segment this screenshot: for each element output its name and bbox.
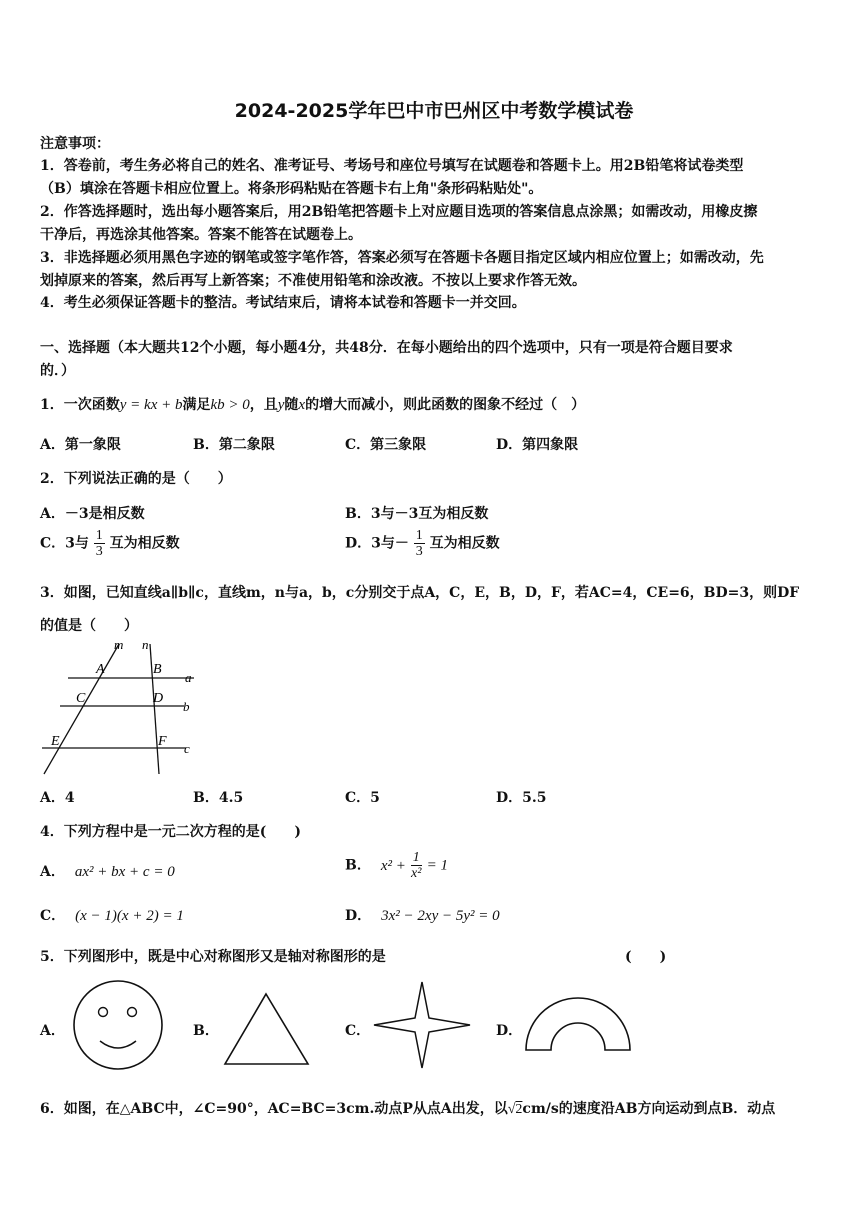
notice-line: 干净后，再选涂其他答案。答案不能答在试题卷上。	[40, 227, 362, 243]
fraction: $\frac{1}{3}$	[95, 528, 103, 559]
label-A: A	[96, 662, 105, 677]
q2-option-c[interactable]: C．3与 $\frac{1}{3}$ 互为相反数	[40, 528, 180, 559]
label-a: a	[185, 670, 192, 685]
smiley-face-icon[interactable]	[70, 975, 170, 1075]
label-c: c	[184, 741, 190, 756]
label-m: m	[114, 637, 124, 652]
q1-option-d[interactable]: D．第四象限	[496, 437, 579, 453]
q4-option-c[interactable]: C． (x − 1)(x + 2) = 1	[40, 908, 184, 924]
line-m	[44, 644, 119, 774]
label-C: C	[76, 691, 86, 706]
q2-option-b[interactable]: B．3与－3互为相反数	[345, 506, 489, 522]
parallel-lines-figure	[36, 636, 206, 780]
question-4-stem: 4．下列方程中是一元二次方程的是( )	[40, 824, 301, 840]
fraction: $\frac{1}{\text{x²}}$	[411, 850, 422, 881]
notice-line: 划掉原来的答案，然后再写上新答案；不准使用铅笔和涂改液。不按以上要求作答无效。	[40, 273, 586, 289]
q2-option-a[interactable]: A．－3是相反数	[40, 506, 145, 522]
question-5-stem: 5．下列图形中，既是中心对称图形又是轴对称图形的是	[40, 949, 386, 965]
notice-line: （B）填涂在答题卡相应位置上。将条形码粘贴在答题卡右上角"条形码粘贴处"。	[40, 181, 543, 197]
notice-line: 4．考生必须保证答题卡的整洁。考试结束后，请将本试卷和答题卡一并交回。	[40, 295, 526, 311]
label-D: D	[153, 691, 164, 706]
label-F: F	[158, 734, 167, 749]
q4-option-a[interactable]: A． ax² + bx + c = 0	[40, 864, 175, 880]
fraction: $\frac{1}{3}$	[415, 528, 423, 559]
semicircle-arch-icon[interactable]	[523, 992, 633, 1056]
label-b: b	[183, 699, 190, 714]
notice-line: 2．作答选择题时，选出每小题答案后，用2B铅笔把答题卡上对应题目选项的答案信息点涂黑；如需改动，用橡皮擦	[40, 204, 758, 220]
q5-option-d-label[interactable]: D．	[496, 1023, 523, 1039]
q5-option-b-label[interactable]: B．	[193, 1023, 219, 1039]
label-B: B	[153, 662, 162, 677]
sqrt-symbol: √2	[507, 1102, 523, 1117]
page-title: 2024-2025学年巴中市巴州区中考数学模试卷	[234, 100, 634, 122]
q4-option-b[interactable]: B． x² + $\frac{1}{\text{x²}}$ = 1	[345, 850, 448, 881]
notice-line: 3．非选择题必须用黑色字迹的钢笔或签字笔作答，答案必须写在答题卡各题目指定区域内相应位置上；如需改动，先	[40, 250, 764, 266]
q3-option-c[interactable]: C．5	[345, 790, 380, 806]
q1-option-a[interactable]: A．第一象限	[40, 437, 121, 453]
four-point-star-icon[interactable]	[372, 978, 472, 1072]
triangle-icon[interactable]	[222, 990, 312, 1068]
section-heading-cont: 的．）	[40, 363, 75, 379]
q3-option-d[interactable]: D．5.5	[496, 790, 547, 806]
question-1-stem: 1．一次函数y = kx + b满足kb > 0，且y随x的增大而减小，则此函数的图象不经过（ ）	[40, 397, 586, 413]
question-3-stem-cont: 的值是（ ）	[40, 618, 138, 634]
question-2-stem: 2．下列说法正确的是（ ）	[40, 471, 232, 487]
q1-option-b[interactable]: B．第二象限	[193, 437, 275, 453]
q3-option-b[interactable]: B．4.5	[193, 790, 244, 806]
section-heading: 一、选择题（本大题共12个小题，每小题4分，共48分．在每小题给出的四个选项中，只有一项是符合题目要求	[40, 340, 733, 356]
question-3-stem: 3．如图，已知直线a∥b∥c，直线m，n与a，b，c分别交于点A，C，E，B，D，F，若AC=4，CE=6，BD=3，则DF	[40, 585, 800, 601]
q3-option-a[interactable]: A．4	[40, 790, 75, 806]
notice-heading: 注意事项：	[40, 136, 110, 152]
question-5-answer-paren: ( )	[625, 949, 667, 965]
q4-option-d[interactable]: D． 3x² − 2xy − 5y² = 0	[345, 908, 500, 924]
label-E: E	[51, 734, 60, 749]
q5-option-a-label[interactable]: A．	[40, 1023, 65, 1039]
label-n: n	[142, 637, 149, 652]
notice-line: 1．答卷前，考生务必将自己的姓名、准考证号、考场号和座位号填写在试题卷和答题卡上。用2B铅笔将试卷类型	[40, 158, 744, 174]
q1-option-c[interactable]: C．第三象限	[345, 437, 427, 453]
question-6-stem: 6．如图，在△ABC中，∠C=90°，AC=BC=3cm.动点P从点A出发，以√2cm/s的速度沿AB方向运动到点B．动点	[40, 1101, 776, 1117]
q5-option-c-label[interactable]: C．	[345, 1023, 371, 1039]
q2-option-d[interactable]: D．3与－ $\frac{1}{3}$ 互为相反数	[345, 528, 500, 559]
